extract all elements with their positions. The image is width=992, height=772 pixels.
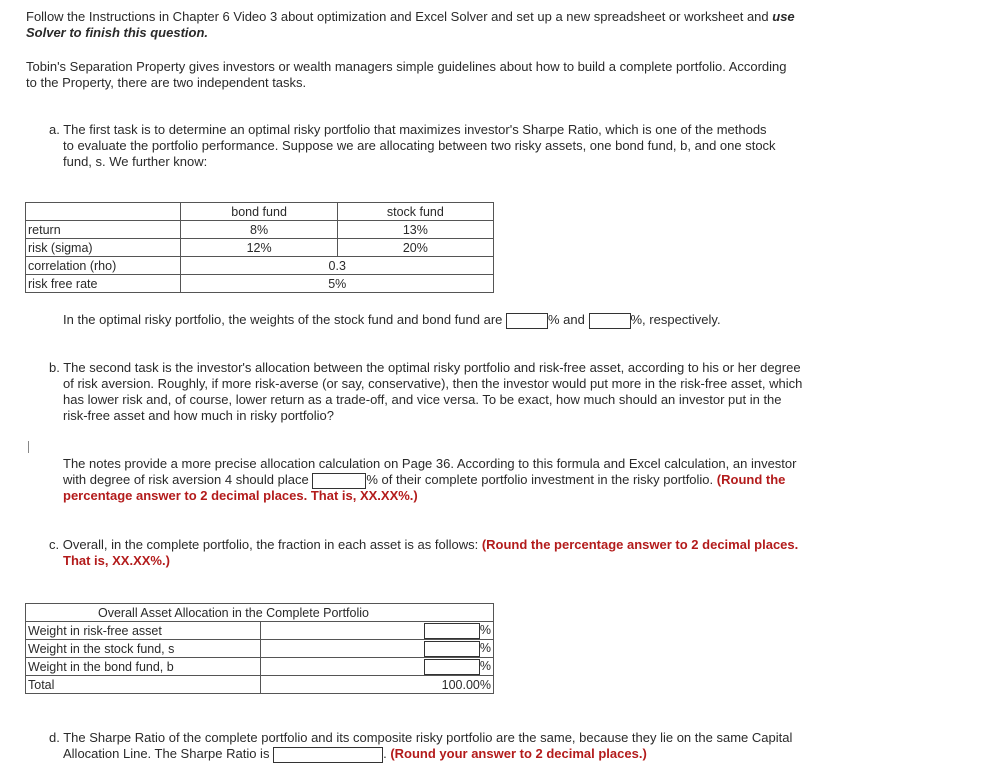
risk-free-weight-input[interactable] — [424, 623, 480, 639]
row-label: risk (sigma) — [26, 239, 181, 257]
row-label: risk free rate — [26, 275, 181, 293]
part-b-note-line-2: with degree of risk aversion 4 should place % of their complete portfolio investment in the risky portfolio. (Round the — [63, 472, 786, 487]
part-b-line-3: has lower risk and, of course, lower return as a trade-off, and vice versa. To be exact, how much should an investor put in the — [63, 392, 782, 407]
row-label: Weight in the stock fund, s — [26, 640, 261, 658]
risk-free-weight-cell: % — [261, 622, 494, 640]
part-c-line-2: That is, XX.XX%.) — [63, 553, 170, 568]
part-a-line-2: to evaluate the portfolio performance. Suppose we are allocating between two risky assets, one bond fund, b, and one stock — [63, 138, 776, 153]
row-label: correlation (rho) — [26, 257, 181, 275]
table-row — [26, 275, 494, 293]
part-d-line-2: Allocation Line. The Sharpe Ratio is . (Round your answer to 2 decimal places.) — [63, 746, 647, 761]
stock-value: 20% — [337, 239, 493, 257]
header-blank — [26, 203, 181, 221]
part-b-line-1: b. The second task is the investor's allocation between the optimal risky portfolio and risk-free asset, according to his or her degree — [49, 360, 801, 375]
part-c-line-1: c. Overall, in the complete portfolio, the fraction in each asset is as follows: (Round the percentage answer to 2 decimal places. — [49, 537, 799, 552]
part-b-line-2: of risk aversion. Roughly, if more risk-averse (or say, conservative), then the investor would put more in the risk-free asset, which — [63, 376, 803, 391]
table-row — [26, 622, 494, 640]
total-label: Total — [26, 676, 261, 694]
intro-paragraph-line-1: Tobin's Separation Property gives investors or wealth managers simple guidelines about how to build a complete portfolio. According — [26, 59, 787, 74]
bond-value: 12% — [181, 239, 337, 257]
row-label: Weight in the bond fund, b — [26, 658, 261, 676]
bond-fund-weight-input[interactable] — [424, 659, 480, 675]
allocation-table — [25, 603, 494, 694]
table-row — [26, 658, 494, 676]
correlation-value: 0.3 — [181, 257, 494, 275]
table-row — [26, 239, 494, 257]
part-b-note-line-1: The notes provide a more precise allocation calculation on Page 36. According to this formula and Excel calculation, an investor — [63, 456, 797, 471]
intro-line-1: Follow the Instructions in Chapter 6 Video 3 about optimization and Excel Solver and set up a new spreadsheet or worksheet and use — [26, 9, 795, 24]
intro-paragraph-line-2: to the Property, there are two independent tasks. — [26, 75, 307, 90]
sharpe-ratio-input[interactable] — [273, 747, 383, 763]
row-label: return — [26, 221, 181, 239]
risk-free-rate-value: 5% — [181, 275, 494, 293]
part-a-question: In the optimal risky portfolio, the weights of the stock fund and bond fund are % and %, respectively. — [63, 312, 721, 327]
allocation-table-title: Overall Asset Allocation in the Complete Portfolio — [26, 604, 494, 622]
stock-value: 13% — [337, 221, 493, 239]
header-bond-fund: bond fund — [181, 203, 337, 221]
part-b-note-line-3: percentage answer to 2 decimal places. That is, XX.XX%.) — [63, 488, 418, 503]
part-d-line-1: d. The Sharpe Ratio of the complete portfolio and its composite risky portfolio are the same, because they lie on the same Capital — [49, 730, 793, 745]
bond-weight-cell: % — [261, 658, 494, 676]
row-label: Weight in risk-free asset — [26, 622, 261, 640]
stock-fund-weight-input[interactable] — [424, 641, 480, 657]
bond-value: 8% — [181, 221, 337, 239]
text-cursor — [28, 441, 29, 453]
given-data-table — [25, 202, 494, 293]
bond-weight-input[interactable] — [589, 313, 631, 329]
part-a-line-3: fund, s. We further know: — [63, 154, 208, 169]
table-row — [26, 221, 494, 239]
part-a-line-1: a. The first task is to determine an optimal risky portfolio that maximizes investor's Sharpe Ratio, which is one of the methods — [49, 122, 767, 137]
table-row — [26, 257, 494, 275]
stock-weight-input[interactable] — [506, 313, 548, 329]
risky-portfolio-percent-input[interactable] — [312, 473, 366, 489]
stock-weight-cell: % — [261, 640, 494, 658]
part-b-line-4: risk-free asset and how much in risky portfolio? — [63, 408, 334, 423]
table-row — [26, 676, 494, 694]
intro-line-2: Solver to finish this question. — [26, 25, 209, 40]
table-row — [26, 640, 494, 658]
total-value: 100.00% — [261, 676, 494, 694]
header-stock-fund: stock fund — [337, 203, 493, 221]
